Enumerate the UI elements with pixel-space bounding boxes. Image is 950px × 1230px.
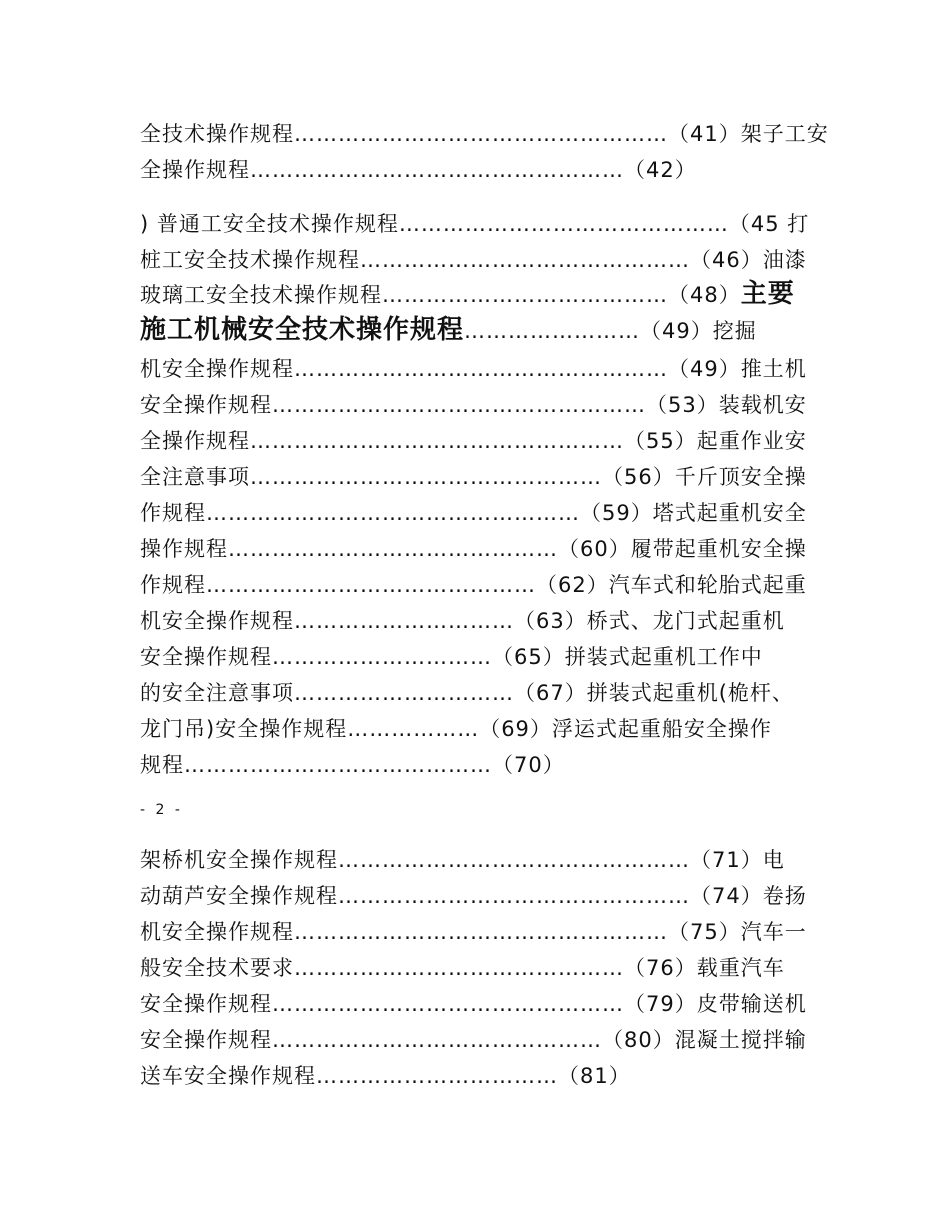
toc-line: 全注意事项…………………………………………（56）千斤顶安全操	[140, 465, 807, 489]
toc-heading-text: 施工机械安全技术操作规程	[140, 315, 465, 345]
toc-line: 动葫芦安全操作规程…………………………………………（74）卷扬	[140, 884, 807, 908]
toc-heading-text: 主要	[740, 279, 795, 309]
toc-line: 架桥机安全操作规程…………………………………………（71）电	[140, 848, 785, 872]
toc-line: 机安全操作规程…………………………（63）桥式、龙门式起重机	[140, 609, 785, 633]
toc-line: 作规程………………………………………（62）汽车式和轮胎式起重	[140, 573, 807, 597]
toc-line: 般安全技术要求………………………………………（76）载重汽车	[140, 956, 785, 980]
toc-line: 的安全注意事项…………………………（67）拼装式起重机(桅杆、	[140, 681, 794, 705]
toc-line: 全操作规程……………………………………………（55）起重作业安	[140, 429, 807, 453]
toc-line-text: 玻璃工安全技术操作规程…………………………………（48）	[140, 283, 741, 307]
page-number: - 2 -	[140, 802, 183, 818]
toc-line: 全操作规程……………………………………………（42）	[140, 158, 697, 182]
toc-line: 送车安全操作规程……………………………（81）	[140, 1064, 631, 1088]
toc-line-text: ……………………（49）挖掘	[464, 319, 757, 343]
toc-line: 操作规程………………………………………（60）履带起重机安全操	[140, 537, 807, 561]
toc-line: 桩工安全技术操作规程………………………………………（46）油漆	[140, 248, 807, 272]
toc-line: 龙门吊)安全操作规程………………（69）浮运式起重船安全操作	[140, 717, 772, 741]
toc-line: 机安全操作规程……………………………………………（75）汽车一	[140, 920, 807, 944]
toc-line: 规程……………………………………（70）	[140, 753, 565, 777]
toc-line: 安全操作规程…………………………（65）拼装式起重机工作中	[140, 645, 763, 669]
toc-line: 机安全操作规程……………………………………………（49）推土机	[140, 357, 807, 381]
toc-line: 安全操作规程………………………………………（80）混凝土搅拌输	[140, 1028, 807, 1052]
toc-line	[140, 280, 795, 309]
toc-line: 安全操作规程……………………………………………（53）装载机安	[140, 393, 807, 417]
toc-line	[140, 316, 757, 345]
toc-line: ) 普通工安全技术操作规程………………………………………（45 打	[140, 212, 810, 236]
toc-line: 全技术操作规程……………………………………………（41）架子工安	[140, 122, 829, 146]
toc-line: 安全操作规程…………………………………………（79）皮带输送机	[140, 992, 807, 1016]
toc-line: 作规程……………………………………………（59）塔式起重机安全	[140, 501, 807, 525]
